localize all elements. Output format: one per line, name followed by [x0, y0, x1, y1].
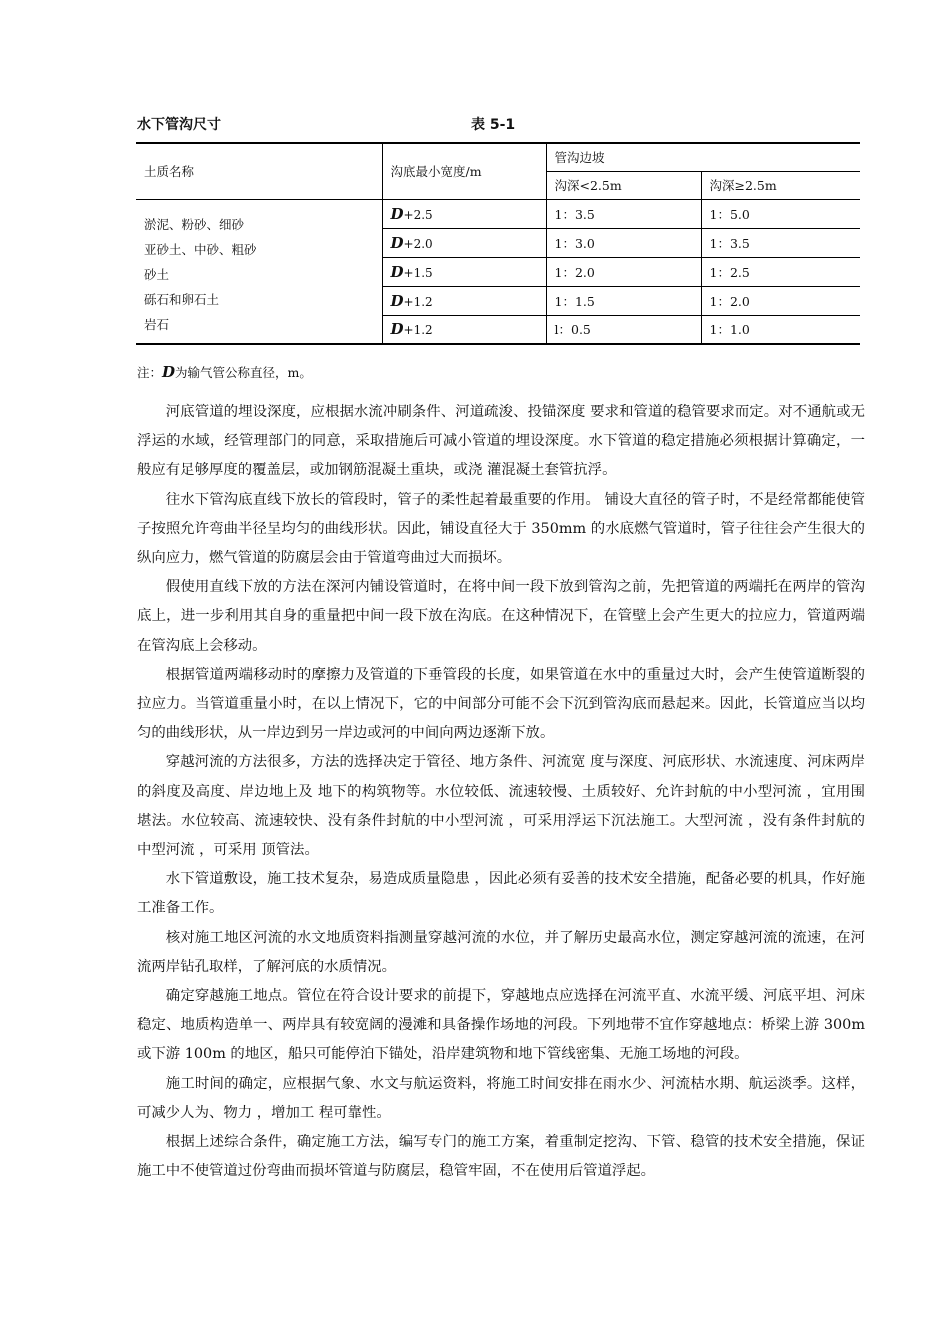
- note-diameter-symbol: D: [162, 363, 176, 381]
- trench-size-table: [136, 142, 860, 345]
- note-prefix: 注：: [137, 365, 163, 380]
- table-caption: [137, 114, 860, 136]
- min-width-value: +1.2: [403, 323, 433, 338]
- slope-lt-cell: l：0.5: [546, 315, 701, 344]
- slope-lt-cell: 1：3.0: [546, 228, 701, 257]
- slope-lt-cell: 1：1.5: [546, 286, 701, 315]
- slope-ge-cell: 1：1.0: [701, 315, 860, 344]
- soil-name: 淤泥、粉砂、细砂: [144, 216, 245, 232]
- note-text: 为输气管公称直径，m。: [175, 365, 312, 380]
- header-slope-ge: 沟深≥2.5m: [701, 171, 860, 199]
- paragraph: 往水下管沟底直线下放长的管段时，管子的柔性起着最重要的作用。 铺设大直径的管子时，不是经常都能使管子按照允许弯曲半径呈均匀的曲线形状。因此，铺设直径大于 350mm 的水底燃气管道时，管子往往会产生很大的纵向应力，燃气管道的防腐层会由于管道弯曲过大而损坏。: [137, 491, 865, 567]
- slope-lt-cell: 1：2.0: [546, 257, 701, 286]
- slope-ge-cell: 1：3.5: [701, 228, 860, 257]
- min-width-cell: [382, 286, 546, 315]
- diameter-symbol: D: [390, 233, 404, 252]
- header-slope-lt: 沟深<2.5m: [546, 171, 701, 199]
- soil-names-cell: [136, 199, 382, 344]
- min-width-cell: [382, 257, 546, 286]
- slope-lt-cell: 1：3.5: [546, 199, 701, 228]
- paragraph: 施工时间的确定，应根据气象、水文与航运资料，将施工时间安排在雨水少、河流枯水期、航运淡季。这样，可减少人为、物力 ，增加工 程可靠性。: [137, 1075, 865, 1121]
- diameter-symbol: D: [390, 291, 404, 310]
- diameter-symbol: D: [390, 262, 404, 281]
- header-soil: 土质名称: [144, 164, 195, 180]
- soil-name: 砾石和卵石土: [144, 291, 220, 307]
- slope-ge-cell: 1：5.0: [701, 199, 860, 228]
- table-note: [137, 363, 312, 381]
- min-width-value: +1.2: [403, 294, 433, 309]
- min-width-cell: [382, 228, 546, 257]
- diameter-symbol: D: [390, 204, 404, 223]
- table-number: 表 5-1: [471, 117, 516, 133]
- paragraph: 根据管道两端移动时的摩擦力及管道的下垂管段的长度，如果管道在水中的重量过大时，会产生使管道断裂的拉应力。当管道重量小时，在以上情况下，它的中间部分可能不会下沉到管沟底而悬起来。因此，长管道应当以均匀的曲线形状，从一岸边到另一岸边或河的中间向两边逐渐下放。: [137, 666, 865, 742]
- body-text: [137, 398, 865, 1186]
- paragraph: 假使用直线下放的方法在深河内铺设管道时，在将中间一段下放到管沟之前，先把管道的两端托在两岸的管沟底上，进一步利用其自身的重量把中间一段下放在沟底。在这种情况下，在管壁上会产生更大的拉应力，管道两端在管沟底上会移动。: [137, 579, 865, 654]
- min-width-value: +2.0: [403, 236, 433, 251]
- min-width-value: +2.5: [403, 207, 433, 222]
- paragraph: 水下管道敷设，施工技术复杂，易造成质量隐患 ，因此必须有妥善的技术安全措施，配备必要的机具，作好施工准备工作。: [137, 871, 865, 917]
- soil-name: 亚砂土、中砂、粗砂: [144, 241, 257, 257]
- diameter-symbol: D: [390, 320, 404, 339]
- paragraph: 根据上述综合条件，确定施工方法，编写专门的施工方案，着重制定挖沟、下管、稳管的技术安全措施，保证施工中不使管道过份弯曲而损坏管道与防腐层，稳管牢固，不在使用后管道浮起。: [137, 1134, 865, 1180]
- paragraph: 确定穿越施工地点。管位在符合设计要求的前提下，穿越地点应选择在河流平直、水流平缓、河底平坦、河床稳定、地质构造单一、两岸具有较宽阔的漫滩和具备操作场地的河段。下列地带不宜作穿越地点：桥梁上游 300m 或下游 100m 的地区，船只可能停泊下锚处，沿岸建筑物和地下管线密集、无施工场地的河段。: [137, 988, 865, 1063]
- min-width-cell: [382, 315, 546, 344]
- paragraph: 核对施工地区河流的水文地质资料指测量穿越河流的水位，并了解历史最高水位，测定穿越河流的流速，在河流两岸钻孔取样，了解河底的水质情况。: [137, 929, 865, 975]
- paragraph: 河底管道的埋设深度，应根据水流冲刷条件、河道疏浚、投锚深度 要求和管道的稳管要求而定。对不通航或无浮运的水域，经管理部门的同意，采取措施后可减小管道的埋设深度。水下管道的稳定措施必须根据计算确定，一般应有足够厚度的覆盖层，或加钢筋混凝土重块，或浇 灌混凝土套管抗浮。: [137, 404, 865, 479]
- header-slope: 管沟边坡: [546, 143, 860, 171]
- soil-name: 砂土: [144, 266, 170, 282]
- min-width-value: +1.5: [403, 265, 433, 280]
- min-width-cell: [382, 199, 546, 228]
- soil-name: 岩石: [144, 316, 170, 332]
- header-min-width: 沟底最小宽度/m: [382, 143, 546, 199]
- paragraph: 穿越河流的方法很多，方法的选择决定于管径、地方条件、河流宽 度与深度、河底形状、水流速度、河床两岸的斜度及高度、岸边地上及 地下的构筑物等。水位较低、流速较慢、土质较好、允许封航的中小型河流 ，宜用围堪法。水位较高、流速较快、没有条件封航的中小型河流 ，可采用浮运下沉法施工。大型河流 ，没有条件封航的中型河流 ，可采用 顶管法。: [137, 754, 865, 859]
- table-title: 水下管沟尺寸: [137, 117, 221, 133]
- slope-ge-cell: 1：2.5: [701, 257, 860, 286]
- slope-ge-cell: 1：2.0: [701, 286, 860, 315]
